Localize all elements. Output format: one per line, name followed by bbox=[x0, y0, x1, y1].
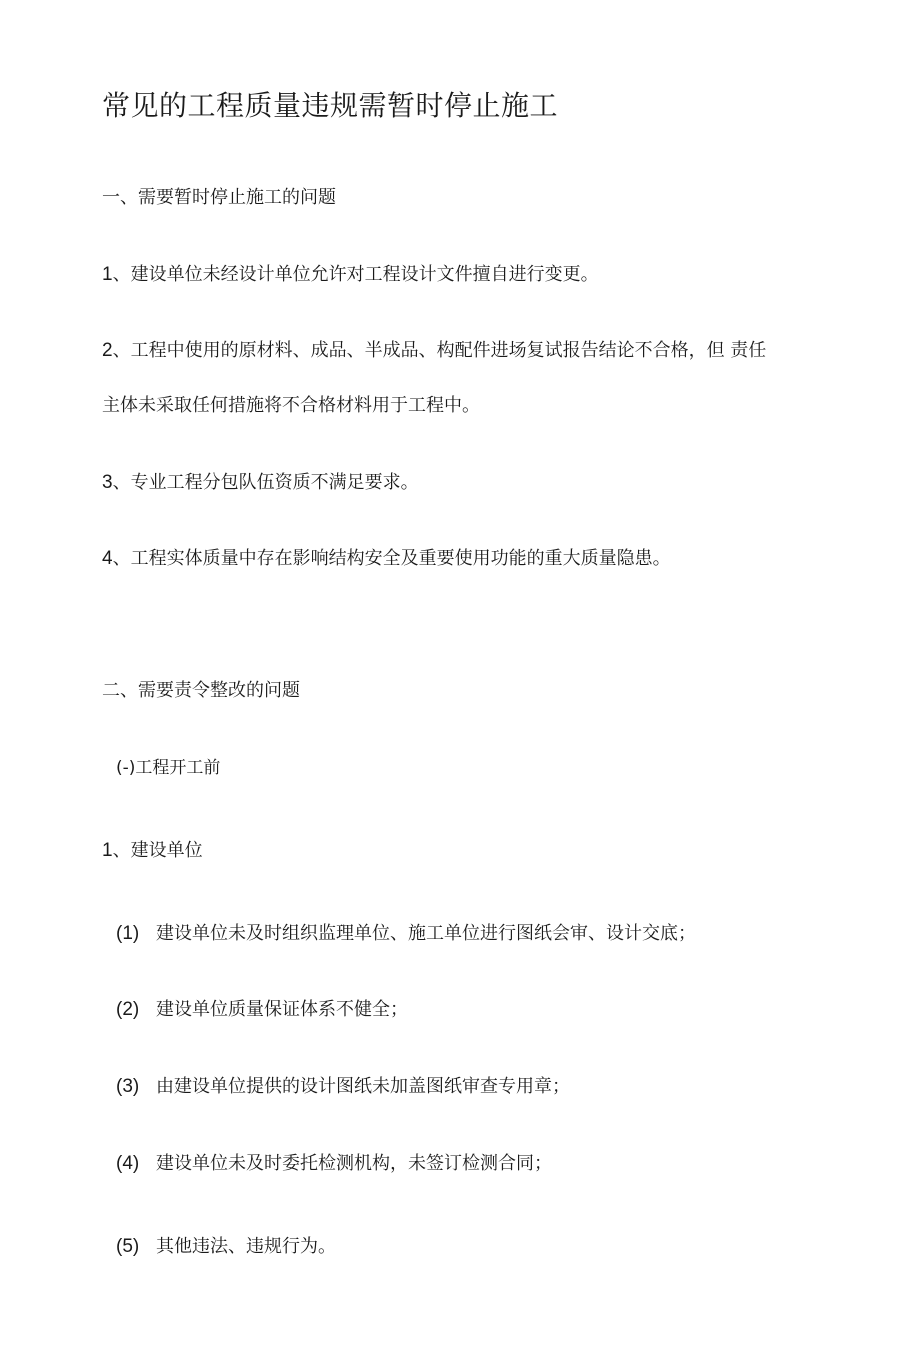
list-item bbox=[116, 1237, 336, 1256]
list-item bbox=[102, 473, 419, 492]
item-number: 3 bbox=[102, 472, 113, 493]
item-number: (3) bbox=[116, 1076, 140, 1097]
item-text: 建设单位未及时组织监理单位、施工单位进行图纸会审、设计交底； bbox=[156, 923, 696, 944]
item-number: (5) bbox=[116, 1236, 140, 1257]
item-text: 、建设单位未经设计单位允许对工程设计文件擅自进行变更。 bbox=[112, 264, 599, 285]
item-text: 建设单位质量保证体系不健全； bbox=[156, 999, 408, 1020]
item-text: 、工程中使用的原材料、成品、半成品、构配件进场复试报告结论不合格，但 责任 bbox=[112, 340, 767, 361]
item-number: 4 bbox=[102, 548, 113, 569]
document-title: 常见的工程质量违规需暂时停止施工 bbox=[102, 89, 559, 122]
item-text: 、工程实体质量中存在影响结构安全及重要使用功能的重大质量隐患。 bbox=[112, 548, 671, 569]
item-number: (2) bbox=[116, 999, 140, 1020]
item-number: 1 bbox=[102, 264, 113, 285]
list-item bbox=[116, 1077, 570, 1096]
list-item bbox=[102, 265, 599, 284]
list-item bbox=[102, 341, 766, 360]
item-text: 由建设单位提供的设计图纸未加盖图纸审查专用章； bbox=[156, 1076, 570, 1097]
list-item bbox=[116, 1000, 408, 1019]
item-text-continued: 主体未采取任何措施将不合格材料用于工程中。 bbox=[102, 395, 480, 416]
item-number: (4) bbox=[116, 1153, 140, 1174]
section-heading: 一、需要暂时停止施工的问题 bbox=[102, 187, 336, 208]
item-number: (1) bbox=[116, 923, 140, 944]
item-text: 、建设单位 bbox=[112, 840, 203, 861]
item-text: 其他违法、违规行为。 bbox=[156, 1236, 336, 1257]
item-text: 、专业工程分包队伍资质不满足要求。 bbox=[112, 472, 419, 493]
subsection-title bbox=[102, 841, 203, 860]
list-item bbox=[102, 549, 671, 568]
item-number: 2 bbox=[102, 340, 113, 361]
item-text: 建设单位未及时委托检测机构，未签订检测合同； bbox=[156, 1153, 552, 1174]
list-item bbox=[116, 1154, 552, 1173]
section-heading: 二、需要责令整改的问题 bbox=[102, 680, 300, 701]
subsection-heading: (-)工程开工前 bbox=[116, 758, 221, 778]
item-number: 1 bbox=[102, 840, 113, 861]
list-item bbox=[116, 924, 696, 943]
